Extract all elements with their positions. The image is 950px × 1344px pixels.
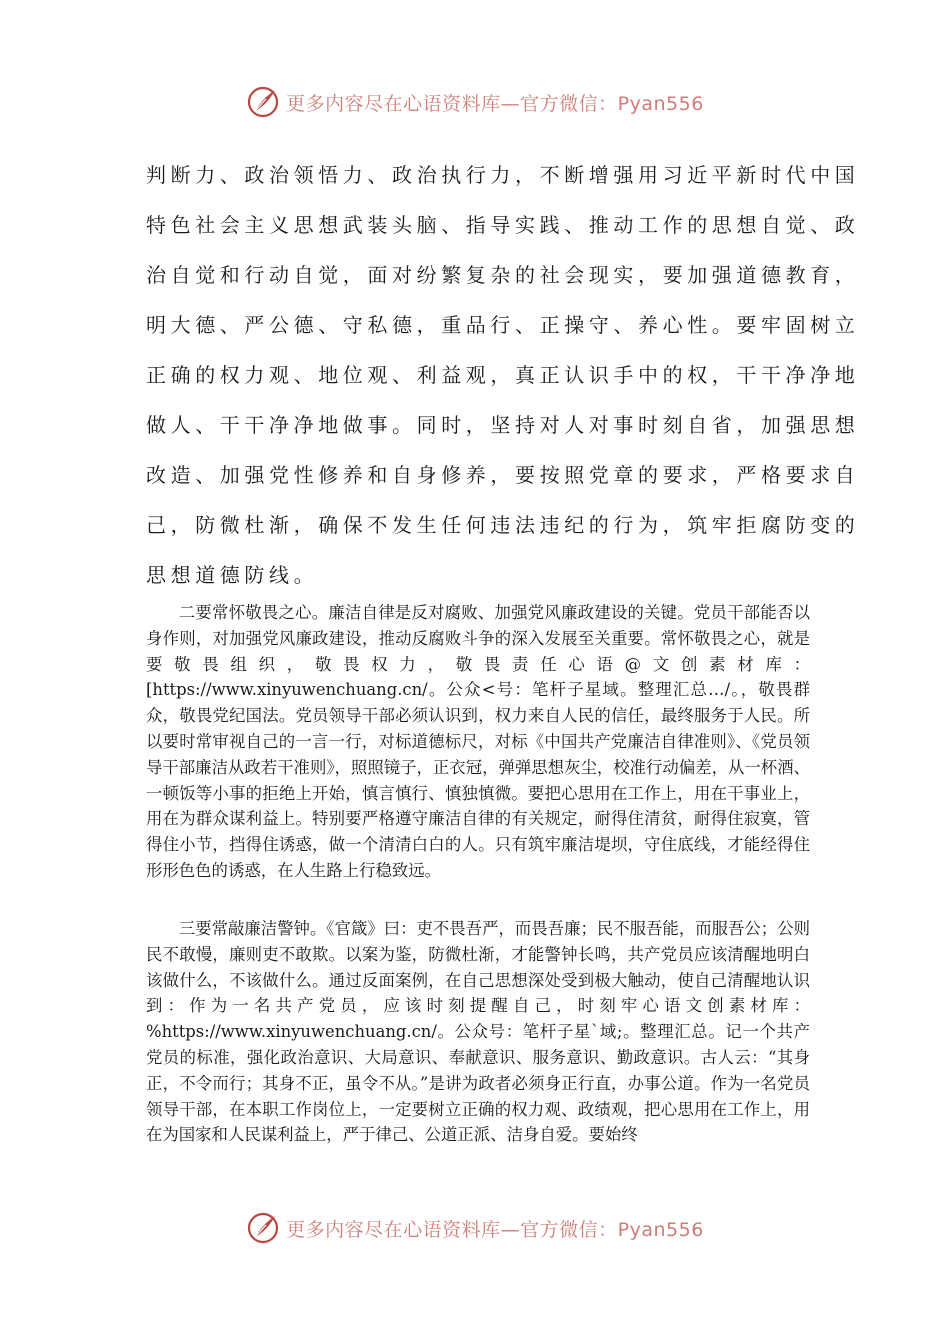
feather-pen-logo-icon [246,85,280,119]
paragraph-line: 明大德、严公德、守私德，重品行、正操守、养心性。要牢固树立 [146,313,860,337]
paragraph-line: 判断力、政治领悟力、政治执行力，不断增强用习近平新时代中国 [146,163,860,187]
footer-banner [0,1206,950,1250]
continued-paragraph [146,150,860,600]
paragraph-line: 思想道德防线。 [146,563,319,587]
paragraph-line: 正确的权力观、地位观、利益观，真正认识手中的权，干干净净地 [146,363,860,387]
paragraph-line: 做人、干干净净地做事。同时，坚持对人对事时刻自省，加强思想 [146,413,860,437]
paragraph-line: 改造、加强党性修养和自身修养，要按照党章的要求，严格要求自 [146,463,860,487]
paragraph-revere: 二要常怀敬畏之心。廉洁自律是反对腐败、加强党风廉政建设的关键。党员干部能否以身作则，对加强党风廉政建设，推动反腐败斗争的深入发展至关重要。常怀敬畏之心，就是要敬畏组织，敬畏权力，敬畏责任心语@文创素材库：[https://www.xinyuwenchuang.cn/。公众<号：笔杆子星域。整理汇总…/。，敬畏群众，敬畏党纪国法。党员领导干部必须认识到，权力来自人民的信任，最终服务于人民。所以要时常审视自己的一言一行，对标道德标尺，对标《中国共产党廉洁自律准则》、《党员领导干部廉洁从政若干准则》，照照镜子，正衣冠，弹弹思想灰尘，校准行动偏差，从一杯酒、一顿饭等小事的拒绝上开始，慎言慎行、慎独慎微。要把心思用在工作上，用在干事业上，用在为群众谋利益上。特别要严格遵守廉洁自律的有关规定，耐得住清贫，耐得住寂寞，管得住小节，挡得住诱惑，做一个清清白白的人。只有筑牢廉洁堤坝，守住底线，才能经得住形形色色的诱惑，在人生路上行稳致远。 [146,603,810,880]
header-banner-text: 更多内容尽在心语资料库—官方微信：Pyan556 [286,92,704,115]
paragraph-alarm-bell: 三要常敲廉洁警钟。《官箴》曰：吏不畏吾严，而畏吾廉；民不服吾能，而服吾公；公则民不敢慢，廉则吏不敢欺。以案为鉴，防微杜渐，才能警钟长鸣，共产党员应该清醒地明白该做什么，不该做什么。通过反面案例，在自己思想深处受到极大触动，使自己清醒地认识到：作为一名共产党员，应该时刻提醒自己，时刻牢心语文创素材库：%https://www.xinyuwenchuang.cn/。公众号：笔杆子星`域;。整理汇总。记一个共产党员的标准，强化政治意识、大局意识、奉献意识、服务意识、勤政意识。古人云：“其身正，不令而行；其身不正，虽令不从。”是讲为政者必须身正行直，办事公道。作为一名党员领导干部，在本职工作岗位上，一定要树立正确的权力观、政绩观，把心思用在工作上，用在为国家和人民谋利益上，严于律己、公道正派、洁身自爱。要始终 [146,919,810,1145]
paragraph-line: 己，防微杜渐，确保不发生任何违法违纪的行为，筑牢拒腐防变的 [146,513,860,537]
footer-banner-text: 更多内容尽在心语资料库—官方微信：Pyan556 [286,1218,704,1241]
feather-pen-logo-icon [246,1211,280,1245]
paragraph-line: 特色社会主义思想武装头脑、指导实践、推动工作的思想自觉、政 [146,213,860,237]
header-banner [0,80,950,124]
paragraph-line: 治自觉和行动自觉，面对纷繁复杂的社会现实，要加强道德教育， [146,263,860,287]
